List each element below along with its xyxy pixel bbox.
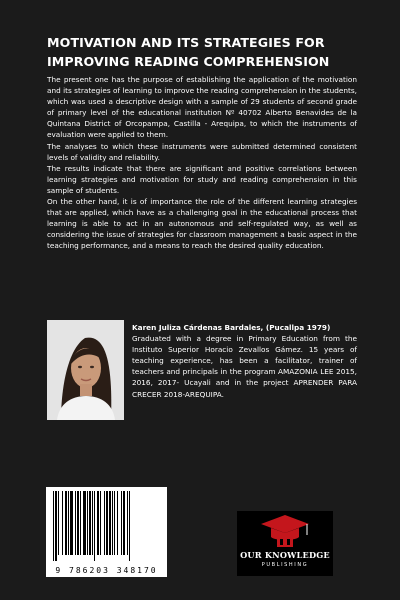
barcode-bars <box>51 491 162 561</box>
author-portrait-icon <box>47 320 124 420</box>
publisher-name: OUR KNOWLEDGE <box>240 550 330 560</box>
author-bio <box>132 322 357 400</box>
book-title <box>47 33 367 71</box>
graduation-cap-icon <box>237 511 333 551</box>
author-bio-text: Graduated with a degree in Primary Education from the Instituto Superior Horacio Zevallos Gámez. 15 years of teaching experience, has been a facilitator, trainer of teachers and principals in the program AMAZONIA LEE 2015, 2016, 2017- Ucayali and in the project APRENDER PARA CRECER 2018-AREQUIPA. <box>132 334 357 399</box>
isbn-number: 9 786203 348170 <box>55 566 158 575</box>
abstract-paragraph: On the other hand, it is of importance the role of the different learning strategies that are applied, which have as a challenging goal in the educational process that learning is able to act in an autonomous and self-regulated way, as well as considering the issue of strategies for classroom management a basic aspect in the teaching performance, and a means to reach the desired quality education. <box>47 197 357 251</box>
abstract-paragraph: The analyses to which these instruments were submitted determined consistent levels of validity and reliability. <box>47 141 357 162</box>
author-name: Karen Juliza Cárdenas Bardales, (Pucallpa 1979) <box>132 323 331 332</box>
abstract <box>47 74 357 252</box>
publisher-tagline: PUBLISHING <box>261 562 309 568</box>
author-photo <box>47 320 124 420</box>
abstract-paragraph: The present one has the purpose of establishing the application of the motivation and its strategies of learning to improve the reading comprehension in the students, which was used a descriptive design with a sample of 29 students of second grade of primary level of the educational institution Nº 40702 Alberto Benavides de la Quintana District of Orcopampa, Castilla - Arequipa, to which the instruments of evaluation were applied to them. <box>47 75 357 140</box>
abstract-paragraph: The results indicate that there are significant and positive correlations between learning strategies and motivation for study and reading comprehension in this sample of students. <box>47 163 357 195</box>
title-line-1: MOTIVATION AND ITS STRATEGIES FOR <box>47 35 325 50</box>
title-line-2: IMPROVING READING COMPREHENSION <box>47 54 330 69</box>
publisher-logo <box>237 511 333 576</box>
isbn-barcode <box>46 487 167 577</box>
